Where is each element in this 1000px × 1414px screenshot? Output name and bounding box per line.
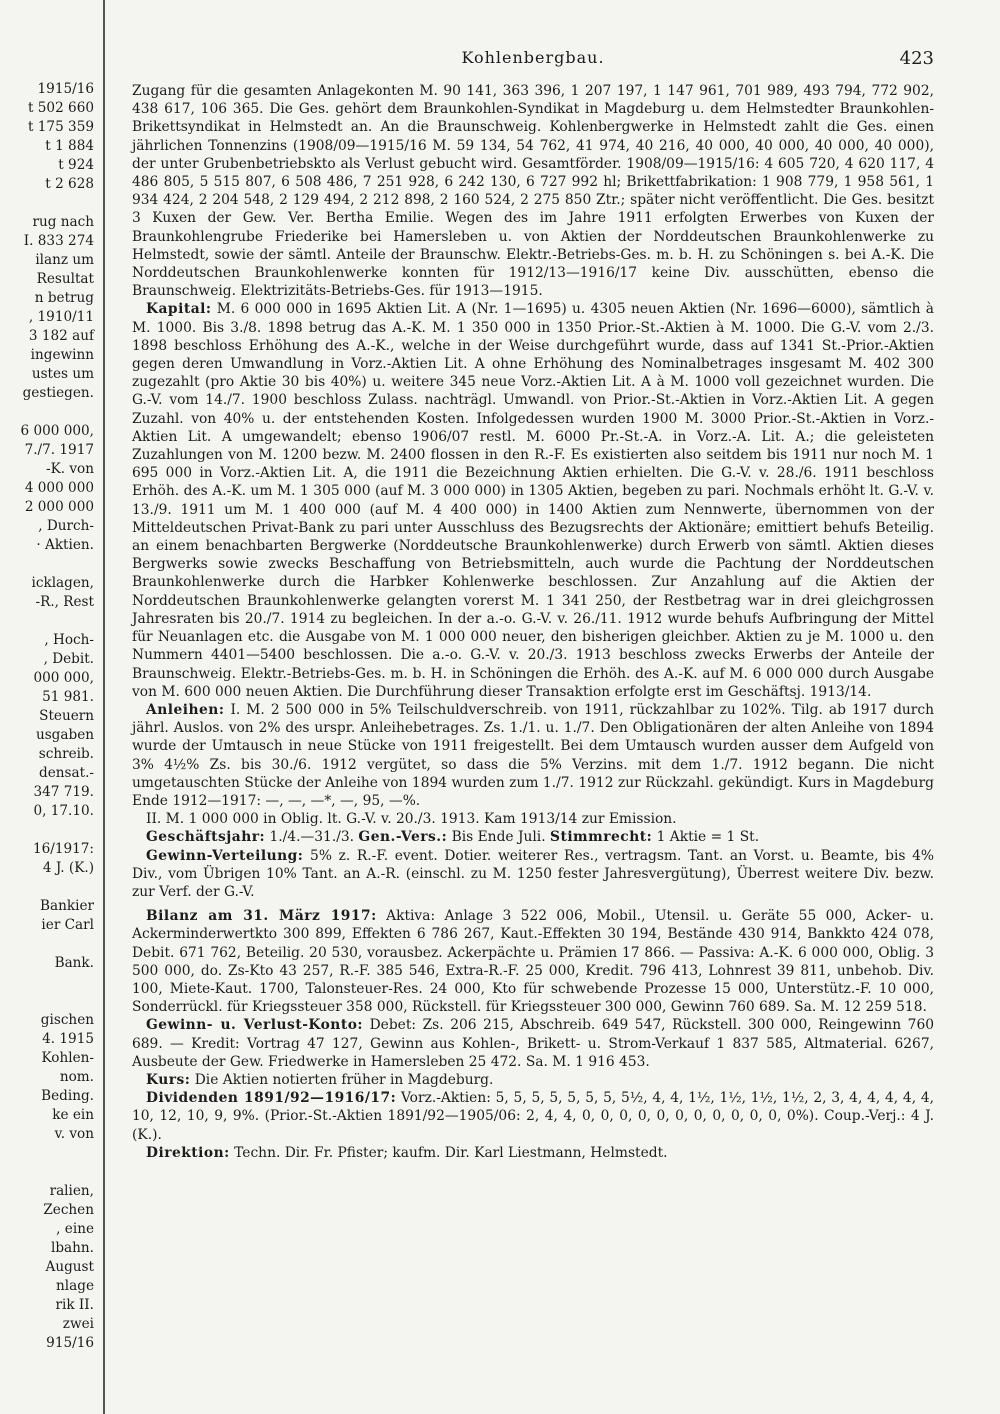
left-column-line: · Aktien.	[36, 537, 94, 553]
left-column-line: gestiegen.	[22, 385, 94, 401]
stimm-text: 1 Aktie = 1 St.	[656, 829, 760, 846]
left-column-line: schreib.	[38, 746, 94, 762]
kurs-text: Die Aktien notierten früher in Magdeburg.	[194, 1071, 494, 1088]
left-column-line	[0, 555, 98, 574]
left-column-line: 4. 1915	[42, 1031, 94, 1047]
kurs-paragraph	[132, 1071, 934, 1089]
gj-text: 1./4.—31./3.	[269, 829, 355, 846]
main-column	[132, 82, 934, 1162]
left-column-line: rik II.	[55, 1297, 94, 1313]
left-column-line: Bankier	[40, 898, 94, 914]
anleihen-paragraph	[132, 701, 934, 810]
left-column-line: t 924	[58, 157, 94, 173]
left-column-line: Bank.	[54, 955, 94, 971]
left-column-line: 915/16	[46, 1335, 94, 1351]
left-column-line: t 1 884	[45, 138, 94, 154]
direktion-text: Techn. Dir. Fr. Pfister; kaufm. Dir. Karl Liestmann, Helmstedt.	[234, 1144, 668, 1161]
left-column-line: usgaben	[35, 727, 94, 743]
left-column-line: 4 000 000	[24, 480, 94, 496]
dividenden-label: Dividenden 1891/92—1916/17:	[146, 1090, 397, 1107]
left-column-line: densat.-	[39, 765, 94, 781]
left-column-line: nlage	[56, 1278, 94, 1294]
left-column-line: , Debit.	[43, 651, 94, 667]
left-column-line: lbahn.	[51, 1240, 94, 1256]
left-column-line: ilanz um	[35, 252, 94, 268]
dividenden-paragraph	[132, 1089, 934, 1144]
left-column-line: 6 000 000,	[20, 423, 94, 439]
gj-label: Geschäftsjahr:	[146, 829, 266, 846]
left-column-line: -K. von	[45, 461, 94, 477]
left-column-line: t 502 660	[28, 100, 94, 116]
column-rule	[103, 0, 105, 1414]
left-column-line: gischen	[40, 1012, 94, 1028]
left-column-line: August	[45, 1259, 94, 1275]
left-column-line: nom.	[59, 1069, 94, 1085]
left-column-line: 7./7. 1917	[24, 442, 94, 458]
left-column-line	[0, 612, 98, 631]
gewinn-label: Gewinn-Verteilung:	[146, 847, 304, 864]
zugang-paragraph: Zugang für die gesamten Anlagekonten M. 90 141, 363 396, 1 207 197, 1 147 961, 701 989, 493 794, 772 902, 438 617, 106 365. Die Ges. gehört dem Braunkohlen-Syndikat in Magdeburg u. dem Helmstedter Braunkohlen-Brikettsyndikat in Helmstedt an. An die Braunschweig. Kohlenbergwerke in Helmstedt zahlt die Ges. einen jährlichen Tonnenzins (1908/09—1915/16 M. 59 134, 54 762, 41 974, 40 216, 40 000, 40 000, 40 000, 40 000), der unter Grubenbetriebskto als Verlust gebucht wird. Gesamtförder. 1908/09—1915/16: 4 605 720, 4 620 117, 4 486 805, 5 515 807, 6 508 486, 7 251 928, 6 242 130, 6 727 992 hl; Brikettfabrikation: 1 908 779, 1 958 561, 1 934 424, 2 204 548, 2 129 494, 2 212 898, 2 160 524, 2 275 850 Ztr.; später nicht veröffentlicht. Die Ges. besitzt 3 Kuxen der Gew. Ver. Bertha Emilie. Wegen des im Jahre 1911 erfolgten Erwerbes von Kuxen der Braunkohlengrube Friederike bei Hamersleben u. von Aktien der Norddeutschen Braunkohlenwerke zu Helmstedt, sowie der sämtl. Anteile der Braunschw. Elektr.-Betriebs-Ges. m. b. H. zu Schöningen s. bei A.-K. Die Norddeutschen Braunkohlenwerke konnten für 1912/13—1916/17 keine Div. ausschütten, ebenso die Braunschweig. Elektrizitäts-Betriebs-Ges. für 1913—1915.	[132, 83, 934, 300]
left-column-line	[0, 1163, 98, 1182]
left-column-line	[0, 878, 98, 897]
left-column-line: Beding.	[41, 1088, 94, 1104]
anleihen-text: I. M. 2 500 000 in 5% Teilschuldverschreib. von 1911, rückzahlbar zu 102%. Tilg. ab 1917 durch jährl. Auslos. von 2% des urspr. Anleihebetrages. Zs. 1./1. u. 1./7. Den Obligationären der alten Anleihe von 1894 wurde der Umtausch in neue Stücke von 1911 freigestellt. Bei dem Umtausch wurden ausser dem Aufgeld von 3% 4½% Zs. bis 30./6. 1912 vergütet, so dass die 5% Verzins. mit dem 1./7. 1912 begann. Die nicht umgetauschten Stücke der Anleihe von 1894 wurden zum 1./7. 1912 zur Rückzahl. gekündigt. Kurs in Magdeburg Ende 1912—1917: —, —, —*, —, 95, —%.	[132, 701, 934, 809]
bilanz-paragraph	[132, 907, 934, 1016]
gewinn-paragraph	[132, 847, 934, 902]
left-column-line: , eine	[56, 1221, 94, 1237]
left-column-line: 3 182 auf	[28, 328, 94, 344]
bilanz-label: Bilanz am 31. März 1917:	[146, 908, 377, 925]
left-column-line	[0, 403, 98, 422]
left-column-line: ustes um	[31, 366, 94, 382]
direktion-paragraph	[132, 1144, 934, 1162]
kurs-label: Kurs:	[146, 1071, 191, 1088]
left-column-line: Kohlen-	[41, 1050, 94, 1066]
left-column-line	[0, 1144, 98, 1163]
left-column-line: 16/1917:	[32, 841, 94, 857]
left-column-line: 0, 17.10.	[33, 803, 94, 819]
kapital-paragraph	[132, 300, 934, 700]
dividenden-text: Vorz.-Aktien: 5, 5, 5, 5, 5, 5, 5, 5½, 4, 4, 1½, 1½, 1½, 1½, 2, 3, 4, 4, 4, 4, 4, 10, 12, 10, 9, 9%. (Prior.-St.-Aktien 1891/92—1905/06: 2, 4, 4, 0, 0, 0, 0, 0, 0, 0, 0, 0, 0, 0, 0%). Coup.-Verj.: 4 J. (K.).	[132, 1090, 934, 1143]
left-column-line: t 2 628	[45, 176, 94, 192]
left-column-line: I. 833 274	[23, 233, 94, 249]
left-column-line: rug nach	[32, 214, 94, 230]
left-column-line: zwei	[62, 1316, 94, 1332]
left-column-line: , Durch-	[38, 518, 94, 534]
left-column-fragment	[0, 80, 98, 1353]
left-column-line: Steuern	[39, 708, 94, 724]
running-head: Kohlenbergbau.	[461, 48, 605, 67]
left-column-line: icklagen,	[31, 575, 94, 591]
left-column-line	[0, 973, 98, 992]
page-number: 423	[899, 48, 934, 69]
left-column-line: 347 719.	[33, 784, 94, 800]
anleihen-2-paragraph: II. M. 1 000 000 in Oblig. lt. G.-V. v. 20./3. 1913. Kam 1913/14 zur Emission.	[146, 811, 677, 828]
guv-text: Debet: Zs. 206 215, Abschreib. 649 547, Rückstell. 300 000, Reingewinn 760 689. — Kredit: Vortrag 47 127, Gewinn aus Kohlen-, Brikett- u. Strom-Verkauf 1 837 585, Altmaterial. 6267, Ausbeute der Gew. Friedwerke in Hamersleben 25 472. Sa. M. 1 916 453.	[132, 1017, 934, 1070]
left-column-line: 1915/16	[37, 81, 94, 97]
gv-text: Bis Ende Juli.	[451, 829, 546, 846]
left-column-line	[0, 992, 98, 1011]
left-column-line: ier Carl	[41, 917, 94, 933]
left-column-line: , Hoch-	[44, 632, 94, 648]
left-column-line	[0, 935, 98, 954]
left-column-line: -R., Rest	[35, 594, 94, 610]
left-column-line	[0, 821, 98, 840]
kapital-text: M. 6 000 000 in 1695 Aktien Lit. A (Nr. 1—1695) u. 4305 neuen Aktien (Nr. 1696—6000), sämtlich à M. 1000. Bis 3./8. 1898 betrug das A.-K. M. 1 350 000 in 1350 Prior.-St.-Aktien à M. 1000. Die G.-V. vom 2./3. 1898 beschloss Erhöhung des A.-K., welche in der Weise durchgeführt wurde, dass auf 1341 St.-Prior.-Aktien gegen deren Umwandlung in Vorz.-Aktien Lit. A ohne Erhöhung des Nominalbetrages insgesamt M. 402 300 zugezahlt (pro Aktie 30 bis 40%) u. weitere 345 neue Vorz.-Aktien Lit. A à M. 1000 voll gezeichnet wurden. Die G.-V. vom 14./7. 1900 beschloss Zulass. nachträgl. Umwandl. von Prior.-St.-Aktien in Vorz.-Aktien Lit. A gegen Zuzahl. von 40% u. der entstehenden Kosten. Infolgedessen wurden 1900 M. 3000 Prior.-St.-Aktien in Vorz.-Aktien Lit. A umgewandelt; ebenso 1906/07 restl. M. 6000 Pr.-St.-A. in Vorz.-A. Lit. A.; die geleisteten Zuzahlungen von M. 1200 bezw. M. 2400 flossen in den R.-F. Es existierten also seitdem bis 1911 nur noch M. 1 695 000 in Vorz.-Aktien Lit. A, die 1911 die Bezeichnung Aktien erhielten. Die G.-V. v. 28./6. 1911 beschloss Erhöh. des A.-K. um M. 1 305 000 (auf M. 3 000 000) in 1305 Aktien, begeben zu pari. Nochmals erhöht lt. G.-V. v. 13./9. 1911 um M. 1 400 000 (auf M. 4 400 000) in 1400 Aktien zum Nennwerte, übernommen von der Mitteldeutschen Privat-Bank zu pari unter Ausschluss des Bezugsrechts der Aktionäre; emittiert behufs Beteilig. an einem benachbarten Bergwerke (Norddeutsche Braunkohlenwerke) durch Erwerb von sämtl. Aktien dieses Bergwerks sowie zwecks Beschaffung von Betriebsmitteln, auch wurde die Pachtung der Norddeutschen Braunkohlenwerke durch die Harbker Kohlenwerke beschlossen. Zur Anzahlung auf die Aktien der Norddeutschen Braunkohlenwerke gelangten vorerst M. 1 341 250, der Restbetrag war in drei gleichgrossen Jahresraten bis 20./7. 1914 zu begleichen. In der a.-o. G.-V. v. 26./11. 1912 wurde behufs Aufbringung der Mittel für Neuanlagen etc. die Ausgabe von M. 1 000 000 neuer, den bisherigen gleichber. Aktien zu je M. 1000 u. den Nummern 4401—5400 beschlossen. Die a.-o. G.-V. v. 20./3. 1913 beschloss zwecks Erwerbs der Anteile der Braunschweig. Elektr.-Betriebs-Ges. m. b. H. in Schöningen die Erhöh. des A.-K. auf M. 6 000 000 durch Ausgabe von M. 600 000 neuen Aktien. Die Durchführung dieser Transaktion erfolgte erst im Geschäftsj. 1913/14.	[132, 301, 935, 700]
left-column-line: 51 981.	[42, 689, 94, 705]
stimm-label: Stimmrecht:	[549, 829, 653, 846]
left-column-line: ke ein	[52, 1107, 94, 1123]
guv-paragraph	[132, 1016, 934, 1071]
gv-label: Gen.-Vers.:	[358, 829, 448, 846]
left-column-line: n betrug	[34, 290, 94, 306]
left-column-line	[0, 194, 98, 213]
anleihen-label: Anleihen:	[146, 701, 225, 718]
bilanz-text: Aktiva: Anlage 3 522 006, Mobil., Utensil. u. Geräte 55 000, Acker- u. Ackerminderwertkto 300 899, Effekten 6 786 267, Kaut.-Effekten 30 194, Bestände 430 914, Bankkto 424 078, Debit. 671 762, Beteilig. 20 530, vorausbez. Ackerpächte u. Prämien 17 866. — Passiva: A.-K. 6 000 000, Oblig. 3 500 000, do. Zs-Kto 43 257, R.-F. 385 546, Extra-R.-F. 25 000, Kredit. 796 413, Lohnrest 39 811, unbehob. Div. 100, Miete-Kaut. 1700, Talonsteuer-Res. 24 000, Kto für schwebende Prozesse 15 000, Unterstütz.-F. 10 000, Sonderrückl. für Kriegssteuer 358 000, Rückstell. für Kriegssteuer 300 000, Gewinn 760 689. Sa. M. 12 259 518.	[132, 908, 935, 1016]
left-column-line: , 1910/11	[28, 309, 94, 325]
left-column-line: Zechen	[43, 1202, 94, 1218]
left-column-line: Resultat	[36, 271, 94, 287]
guv-label: Gewinn- u. Verlust-Konto:	[146, 1017, 364, 1034]
meta-paragraph	[132, 828, 934, 846]
page-header	[132, 48, 934, 74]
left-column-line: ralien,	[49, 1183, 94, 1199]
direktion-label: Direktion:	[146, 1144, 230, 1161]
gewinn-text: 5% z. R.-F. event. Dotier. weiterer Res., vertragsm. Tant. an Vorst. u. Beamte, bis 4% Div., vom Übrigen 10% Tant. an A.-R. (einschl. zu M. 1250 fester Jahresvergütung), Überrest weitere Div. bezw. zur Verf. der G.-V.	[132, 847, 934, 900]
left-column-line: 4 J. (K.)	[42, 860, 94, 876]
left-column-line: 2 000 000	[24, 499, 94, 515]
left-column-line: t 175 359	[28, 119, 94, 135]
left-column-line: ingewinn	[30, 347, 94, 363]
left-column-line: v. von	[54, 1126, 94, 1142]
kapital-label: Kapital:	[146, 301, 212, 318]
left-column-line: 000 000,	[33, 670, 94, 686]
